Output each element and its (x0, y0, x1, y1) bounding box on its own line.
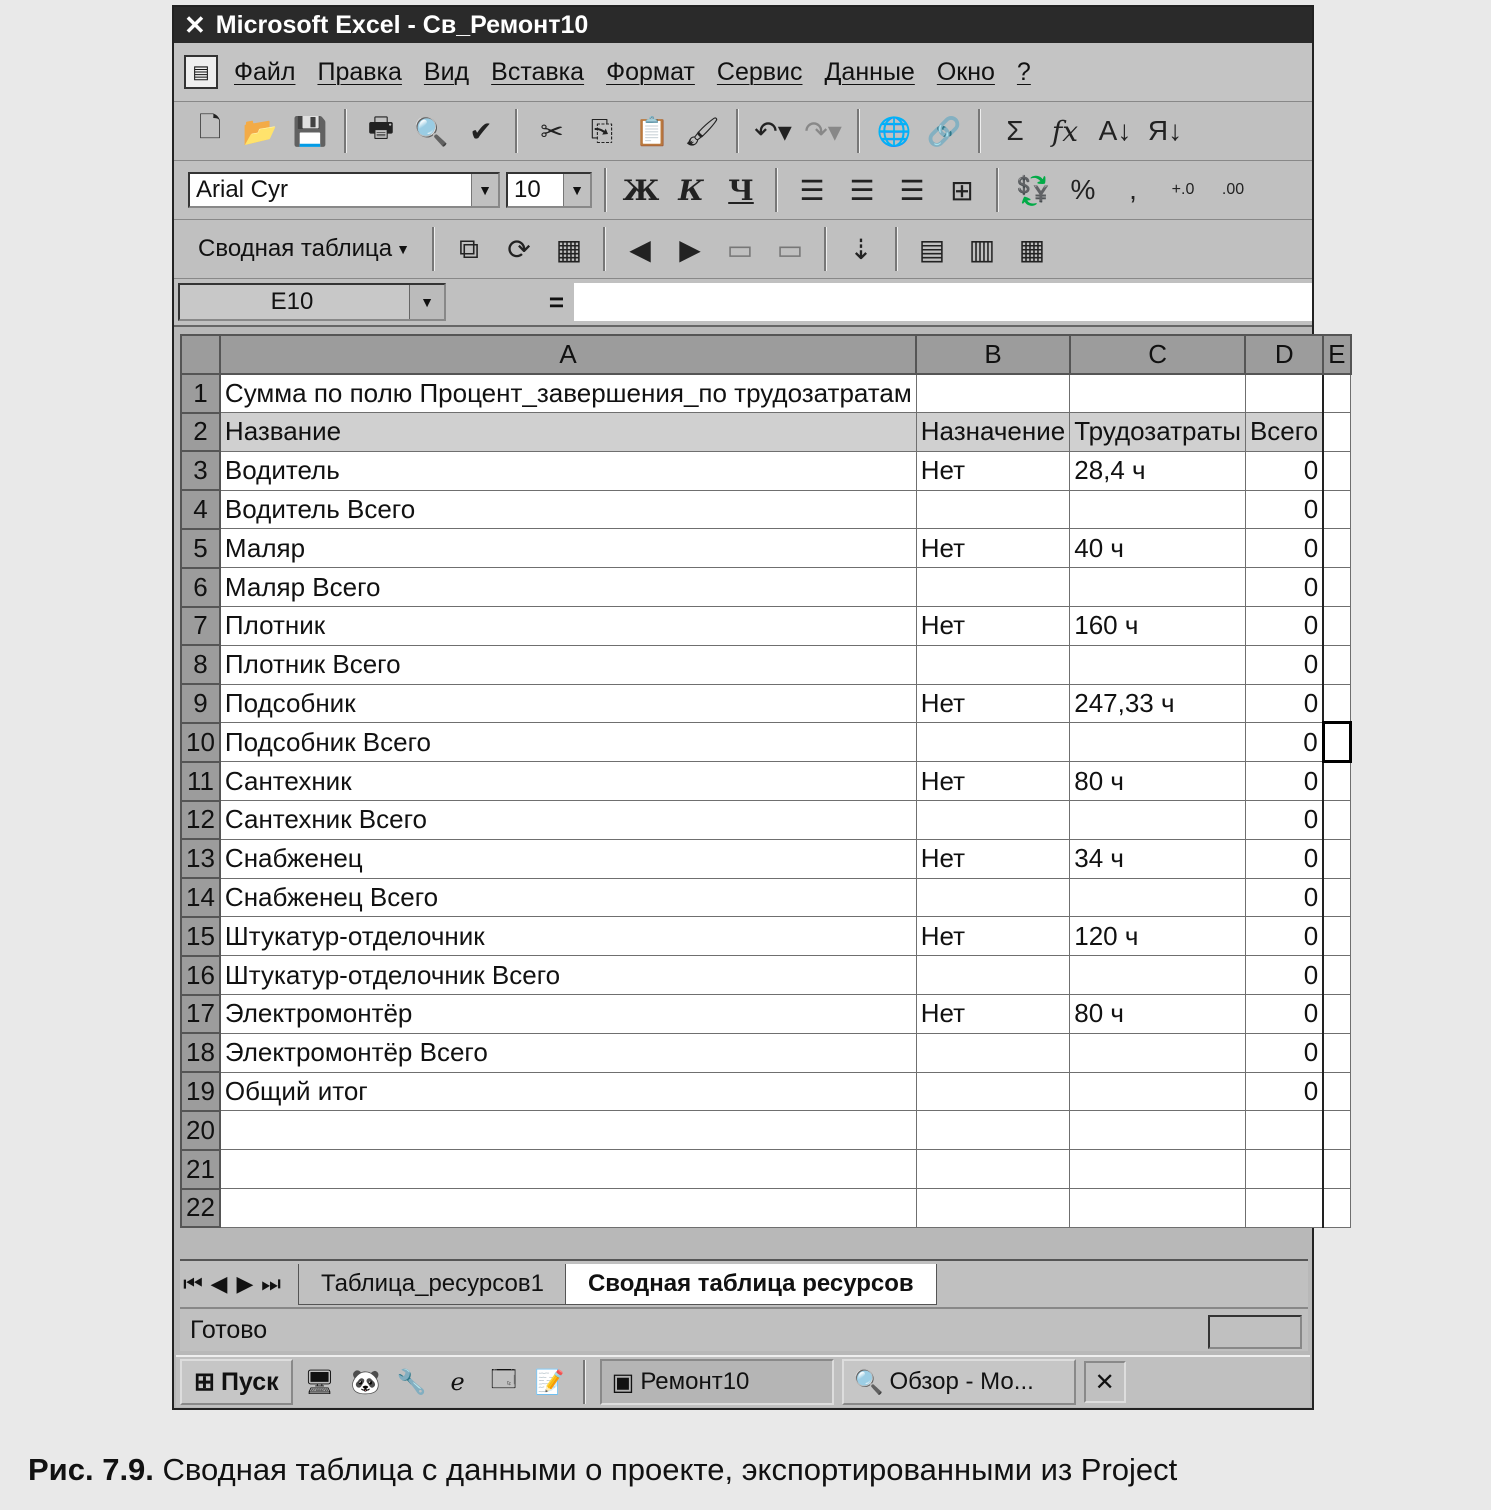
cell-d[interactable]: 0 (1245, 645, 1323, 684)
cell-b[interactable]: Нет (916, 917, 1069, 956)
cell-b[interactable] (916, 1072, 1069, 1111)
row-header[interactable]: 10 (181, 723, 220, 762)
percent-button[interactable]: % (1070, 174, 1096, 205)
cell-c[interactable]: 247,33 ч (1070, 684, 1246, 723)
last-sheet-icon[interactable]: ⏭ (261, 1271, 281, 1296)
font-name-value: Arial Cyr (196, 176, 289, 203)
cell-a[interactable]: Водитель (220, 451, 916, 490)
pivot-field-settings-icon[interactable]: ▦ (555, 233, 583, 265)
name-box-value: E10 (270, 288, 314, 315)
cell-e[interactable] (1323, 1072, 1350, 1111)
first-sheet-icon[interactable]: ⏮ (183, 1271, 203, 1296)
formatting-toolbar (174, 161, 1312, 220)
toolbar-separator (978, 109, 981, 153)
table-row (181, 607, 1351, 646)
underline-button[interactable]: Ч (728, 173, 754, 207)
merge-center-icon[interactable]: ⊞ (950, 174, 974, 206)
cell-a[interactable]: Электромонтёр (220, 995, 916, 1034)
figure-caption-text: Сводная таблица с данными о проекте, экспортированными из Project (162, 1452, 1178, 1487)
cell-d[interactable]: 0 (1245, 1033, 1323, 1072)
cell-e[interactable] (1323, 529, 1350, 568)
table-row (181, 762, 1351, 801)
align-right-icon[interactable]: ☰ (899, 174, 925, 206)
show-pages-icon[interactable]: ⇣ (849, 233, 873, 265)
open-icon[interactable]: 📂 (242, 115, 278, 147)
cell-a[interactable]: Снабженец (220, 839, 916, 878)
row-header[interactable]: 12 (181, 801, 220, 840)
table-row (181, 645, 1351, 684)
cell-b[interactable] (916, 723, 1069, 762)
task-button-explorer[interactable] (842, 1359, 1076, 1405)
cell-a[interactable]: Сантехник Всего (220, 801, 916, 840)
autosum-icon[interactable]: Σ (1006, 115, 1024, 146)
cell-c[interactable]: 40 ч (1070, 529, 1246, 568)
cell-e[interactable] (1323, 451, 1350, 490)
cell-c[interactable]: 160 ч (1070, 607, 1246, 646)
start-button[interactable] (180, 1359, 293, 1405)
table-row (181, 1189, 1351, 1228)
table-row (181, 839, 1351, 878)
cell-d[interactable]: 0 (1245, 1072, 1323, 1111)
format-painter-icon[interactable]: 🖌 (684, 115, 720, 147)
table-row (181, 801, 1351, 840)
excel-window (172, 5, 1346, 1410)
cell-c[interactable]: 120 ч (1070, 917, 1246, 956)
pivot-toolbar (174, 220, 1312, 279)
cell-b[interactable]: Нет (916, 839, 1069, 878)
cell-b[interactable] (916, 568, 1069, 607)
cell-c[interactable] (1070, 1150, 1246, 1189)
row-header[interactable]: 2 (181, 413, 220, 452)
sheet-table (180, 334, 1352, 1228)
cell-b[interactable]: Назначение (916, 413, 1069, 452)
cell-e[interactable] (1323, 490, 1350, 529)
table-row (181, 451, 1351, 490)
chevron-down-icon[interactable]: ▼ (409, 285, 444, 319)
table-row (181, 1150, 1351, 1189)
row-header[interactable]: 4 (181, 490, 220, 529)
toolbar-separator (775, 168, 778, 212)
tab-resources-table[interactable]: Таблица_ресурсов1 (298, 1264, 567, 1305)
menu-bar (174, 43, 1312, 102)
cell-c[interactable] (1070, 1111, 1246, 1150)
cell-e[interactable] (1323, 1033, 1350, 1072)
cell-c[interactable] (1070, 1189, 1246, 1228)
menu-help[interactable]: ? (1016, 57, 1031, 86)
toolbar-separator (604, 168, 607, 212)
menu-view[interactable]: Вид (423, 57, 470, 86)
equals-button[interactable]: = (548, 286, 564, 317)
cell-b[interactable] (916, 801, 1069, 840)
toolbar-separator (603, 227, 606, 271)
cell-a[interactable]: Сантехник (220, 762, 916, 801)
cell-c[interactable] (1070, 490, 1246, 529)
table-row (181, 1111, 1351, 1150)
cell-e[interactable] (1323, 995, 1350, 1034)
status-indicator (1208, 1315, 1302, 1349)
new-icon[interactable]: 🗋 (198, 112, 222, 143)
cell-b[interactable] (916, 1189, 1069, 1228)
web-icon[interactable]: 🌐 (876, 115, 912, 147)
table-row (181, 684, 1351, 723)
cell-d[interactable]: 0 (1245, 995, 1323, 1034)
cell-e[interactable] (1323, 568, 1350, 607)
cell-c[interactable]: Трудозатраты (1070, 413, 1246, 452)
active-cell-e10[interactable] (1323, 723, 1350, 762)
toolbar-separator (857, 109, 860, 153)
cell-e[interactable] (1323, 839, 1350, 878)
cell-a[interactable]: Плотник (220, 607, 916, 646)
menu-edit[interactable]: Правка (317, 57, 402, 86)
cell-a[interactable]: Сумма по полю Процент_завершения_по трудозатратам (220, 374, 916, 413)
cell-a[interactable] (220, 1111, 916, 1150)
row-header[interactable]: 1 (181, 374, 220, 413)
cell-d[interactable]: 0 (1245, 451, 1323, 490)
toolbar-separator (824, 227, 827, 271)
cell-a[interactable]: Название (220, 413, 916, 452)
cell-e[interactable] (1323, 413, 1350, 452)
column-header-e[interactable]: E (1323, 335, 1350, 374)
row-header[interactable]: 5 (181, 529, 220, 568)
cell-d[interactable]: 0 (1245, 490, 1323, 529)
cell-d[interactable]: 0 (1245, 917, 1323, 956)
cell-b[interactable] (916, 490, 1069, 529)
menu-data[interactable]: Данные (824, 57, 915, 86)
task-label: Ремонт10 (640, 1368, 750, 1395)
status-bar (180, 1307, 1308, 1351)
windows-logo-icon: ⊞ (194, 1368, 215, 1396)
cell-a[interactable]: Маляр (220, 529, 916, 568)
standard-toolbar (174, 102, 1312, 161)
font-name-select[interactable] (188, 172, 500, 208)
ungroup-arrow-left-icon[interactable]: ◀ (629, 233, 651, 265)
undo-icon[interactable]: ↶▾ (754, 115, 792, 147)
sheet-body (181, 374, 1351, 1228)
toolbar-separator (996, 168, 999, 212)
print-preview-icon[interactable]: 🔍 (413, 115, 449, 147)
cell-b[interactable]: Нет (916, 762, 1069, 801)
cell-c[interactable] (1070, 645, 1246, 684)
group-arrow-right-icon[interactable]: ▶ (679, 233, 701, 265)
table-row (181, 956, 1351, 995)
menu-window[interactable]: Окно (936, 57, 995, 86)
table-row (181, 1072, 1351, 1111)
function-icon[interactable]: fx (1051, 114, 1079, 148)
cell-d[interactable]: Всего (1245, 413, 1323, 452)
table-row (181, 723, 1351, 762)
bold-button[interactable]: Ж (622, 173, 660, 207)
cell-e[interactable] (1323, 1111, 1350, 1150)
pivot-table-label: Сводная таблица (198, 235, 393, 262)
sort-ascending-icon[interactable]: A↓ (1098, 115, 1132, 146)
windows-taskbar (176, 1355, 1310, 1407)
cell-e[interactable] (1323, 607, 1350, 646)
workbook-icon[interactable]: ▤ (184, 55, 218, 89)
quicklaunch-window-icon[interactable]: 🗔 (490, 1365, 517, 1393)
cell-b[interactable] (916, 1111, 1069, 1150)
start-label: Пуск (220, 1367, 279, 1396)
cell-d[interactable]: 0 (1245, 607, 1323, 646)
row-header[interactable]: 8 (181, 645, 220, 684)
cell-c[interactable] (1070, 1072, 1246, 1111)
copy-icon[interactable]: ⎘ (590, 114, 614, 146)
row-header[interactable]: 3 (181, 451, 220, 490)
cell-d[interactable]: 0 (1245, 878, 1323, 917)
font-size-select[interactable] (506, 172, 592, 208)
excel-app-icon: ✕ (184, 9, 206, 40)
row-header[interactable]: 13 (181, 839, 220, 878)
select-label-data-icon[interactable]: ▦ (1018, 233, 1046, 265)
column-header-row (181, 335, 1351, 374)
cell-a[interactable] (220, 1150, 916, 1189)
chevron-down-icon[interactable]: ▼ (471, 174, 498, 206)
task-button-remont10[interactable] (600, 1359, 834, 1405)
chevron-down-icon: ▼ (396, 241, 411, 257)
cell-c[interactable]: 28,4 ч (1070, 451, 1246, 490)
formula-input[interactable] (574, 283, 1312, 321)
row-header[interactable]: 14 (181, 878, 220, 917)
cell-e[interactable] (1323, 801, 1350, 840)
select-all-corner[interactable] (181, 335, 220, 374)
cell-d[interactable]: 0 (1245, 839, 1323, 878)
quicklaunch-tool-icon[interactable]: 🔧 (396, 1368, 427, 1396)
cell-e[interactable] (1323, 878, 1350, 917)
font-size-value: 10 (514, 176, 541, 203)
next-sheet-icon[interactable]: ▶ (236, 1271, 254, 1296)
cell-b[interactable] (916, 1033, 1069, 1072)
save-icon[interactable]: 💾 (292, 115, 328, 147)
decrease-decimal-icon[interactable]: .00 (1221, 181, 1245, 198)
name-box[interactable] (178, 283, 446, 321)
cell-c[interactable]: 34 ч (1070, 839, 1246, 878)
paste-icon[interactable]: 📋 (634, 115, 670, 147)
cell-d[interactable] (1245, 1111, 1323, 1150)
toolbar-separator (432, 227, 435, 271)
cell-b[interactable] (916, 878, 1069, 917)
prev-sheet-icon[interactable]: ◀ (210, 1271, 228, 1296)
cell-a[interactable]: Общий итог (220, 1072, 916, 1111)
row-header[interactable]: 15 (181, 917, 220, 956)
worksheet-grid (180, 334, 1352, 1228)
cell-b[interactable] (916, 374, 1069, 413)
pivot-wizard-icon[interactable]: ⧉ (459, 232, 480, 264)
table-row (181, 374, 1351, 413)
redo-icon[interactable]: ↷▾ (804, 115, 842, 147)
cell-c[interactable] (1070, 956, 1246, 995)
row-header[interactable]: 19 (181, 1072, 220, 1111)
cut-icon[interactable]: ✂ (540, 115, 564, 147)
cell-d[interactable]: 0 (1245, 801, 1323, 840)
formula-bar (174, 279, 1312, 327)
figure-label: Рис. 7.9. (28, 1452, 154, 1487)
pivot-refresh-icon[interactable]: ⟳ (507, 233, 531, 265)
cell-d[interactable] (1245, 374, 1323, 413)
cell-d[interactable] (1245, 1189, 1323, 1228)
cell-d[interactable]: 0 (1245, 956, 1323, 995)
status-text: Готово (190, 1315, 268, 1344)
cell-a[interactable]: Водитель Всего (220, 490, 916, 529)
task-label: Обзор - Мо... (889, 1368, 1034, 1395)
cell-d[interactable]: 0 (1245, 568, 1323, 607)
cell-b[interactable] (916, 1150, 1069, 1189)
row-header[interactable]: 16 (181, 956, 220, 995)
menu-format[interactable]: Формат (606, 57, 695, 86)
row-header[interactable]: 6 (181, 568, 220, 607)
hide-detail-icon[interactable]: ▭ (726, 233, 754, 265)
show-detail-icon[interactable]: ▭ (776, 233, 804, 265)
quicklaunch-app-icon[interactable]: 🐼 (350, 1368, 381, 1396)
explorer-task-icon: 🔍 (853, 1368, 884, 1396)
excel-task-icon: ▣ (611, 1368, 635, 1396)
cell-c[interactable] (1070, 1033, 1246, 1072)
figure-caption (28, 1452, 1177, 1488)
task-button-excel[interactable]: ✕ (1084, 1361, 1126, 1403)
cell-a[interactable]: Снабженец Всего (220, 878, 916, 917)
italic-button[interactable]: К (678, 173, 704, 207)
row-header[interactable]: 7 (181, 607, 220, 646)
cell-b[interactable]: Нет (916, 684, 1069, 723)
cell-a[interactable]: Штукатур-отделочник Всего (220, 956, 916, 995)
title-bar (174, 7, 1312, 43)
table-row (181, 413, 1351, 452)
cell-e[interactable] (1323, 684, 1350, 723)
spelling-icon[interactable]: ✔ (469, 115, 493, 147)
row-header[interactable]: 9 (181, 684, 220, 723)
cell-a[interactable] (220, 1189, 916, 1228)
cell-c[interactable]: 80 ч (1070, 762, 1246, 801)
menu-tools[interactable]: Сервис (716, 57, 803, 86)
column-header-c[interactable]: C (1070, 335, 1246, 374)
table-row (181, 878, 1351, 917)
toolbar-separator (515, 109, 518, 153)
sort-descending-icon[interactable]: Я↓ (1147, 115, 1183, 146)
cell-e[interactable] (1323, 645, 1350, 684)
cell-a[interactable]: Плотник Всего (220, 645, 916, 684)
cell-a[interactable]: Штукатур-отделочник (220, 917, 916, 956)
comma-button[interactable]: , (1129, 174, 1137, 205)
show-desktop-icon[interactable]: 🖥 (304, 1368, 335, 1396)
cell-c[interactable] (1070, 568, 1246, 607)
table-row (181, 529, 1351, 568)
cell-e[interactable] (1323, 1150, 1350, 1189)
row-header[interactable]: 22 (181, 1189, 220, 1228)
tab-pivot-resources[interactable]: Сводная таблица ресурсов (565, 1264, 937, 1305)
align-center-icon[interactable]: ☰ (849, 174, 875, 206)
toolbar-separator (736, 109, 739, 153)
cell-a[interactable]: Электромонтёр Всего (220, 1033, 916, 1072)
select-label-icon[interactable]: ▤ (918, 233, 946, 265)
align-left-icon[interactable]: ☰ (799, 174, 825, 206)
table-row (181, 490, 1351, 529)
cell-c[interactable] (1070, 878, 1246, 917)
row-header[interactable]: 18 (181, 1033, 220, 1072)
cell-c[interactable] (1070, 723, 1246, 762)
table-row (181, 1033, 1351, 1072)
cell-b[interactable]: Нет (916, 995, 1069, 1034)
select-data-icon[interactable]: ▥ (968, 233, 996, 265)
cell-a[interactable]: Маляр Всего (220, 568, 916, 607)
column-header-d[interactable]: D (1245, 335, 1323, 374)
column-header-b[interactable]: B (916, 335, 1069, 374)
cell-c[interactable]: 80 ч (1070, 995, 1246, 1034)
sheet-tabs-bar (180, 1259, 1308, 1307)
toolbar-separator (895, 227, 898, 271)
cell-c[interactable] (1070, 801, 1246, 840)
cell-b[interactable] (916, 956, 1069, 995)
cell-b[interactable]: Нет (916, 607, 1069, 646)
currency-icon[interactable]: 💱 (1015, 174, 1051, 206)
row-header[interactable]: 21 (181, 1150, 220, 1189)
cell-e[interactable] (1323, 762, 1350, 801)
table-row (181, 917, 1351, 956)
cell-d[interactable] (1245, 1150, 1323, 1189)
cell-d[interactable]: 0 (1245, 684, 1323, 723)
cell-e[interactable] (1323, 917, 1350, 956)
column-header-a[interactable]: A (220, 335, 916, 374)
menu-insert[interactable]: Вставка (491, 57, 585, 86)
table-row (181, 568, 1351, 607)
print-icon[interactable]: 🖶 (367, 112, 395, 143)
cell-c[interactable] (1070, 374, 1246, 413)
cell-b[interactable] (916, 645, 1069, 684)
cell-a[interactable]: Подсобник (220, 684, 916, 723)
cell-e[interactable] (1323, 956, 1350, 995)
cell-e[interactable] (1323, 1189, 1350, 1228)
row-header[interactable]: 11 (181, 762, 220, 801)
cell-d[interactable]: 0 (1245, 762, 1323, 801)
cell-b[interactable]: Нет (916, 529, 1069, 568)
row-header[interactable]: 20 (181, 1111, 220, 1150)
cell-d[interactable]: 0 (1245, 723, 1323, 762)
toolbar-separator (344, 109, 347, 153)
window-title: Microsoft Excel - Св_Ремонт10 (215, 10, 589, 39)
internet-explorer-icon[interactable]: ℯ (450, 1368, 465, 1396)
chevron-down-icon[interactable]: ▼ (563, 174, 590, 206)
increase-decimal-icon[interactable]: +.0 (1171, 181, 1195, 198)
cell-e[interactable] (1323, 374, 1350, 413)
hyperlink-icon[interactable]: 🔗 (926, 115, 962, 147)
pivot-table-menu[interactable] (188, 227, 420, 271)
cell-a[interactable]: Подсобник Всего (220, 723, 916, 762)
menu-file[interactable]: Файл (234, 57, 296, 86)
quicklaunch-note-icon[interactable]: 📝 (534, 1368, 565, 1396)
taskbar-separator (583, 1360, 586, 1404)
cell-d[interactable]: 0 (1245, 529, 1323, 568)
row-header[interactable]: 17 (181, 995, 220, 1034)
cell-b[interactable]: Нет (916, 451, 1069, 490)
table-row (181, 995, 1351, 1034)
